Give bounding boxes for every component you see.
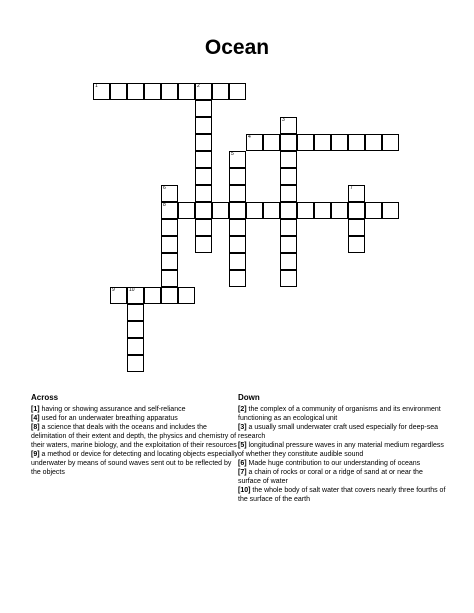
crossword-cell[interactable] bbox=[348, 236, 365, 253]
crossword-cell[interactable] bbox=[331, 202, 348, 219]
down-heading: Down bbox=[238, 393, 260, 402]
down-clues bbox=[238, 393, 446, 504]
crossword-cell[interactable] bbox=[110, 83, 127, 100]
across-clues bbox=[31, 393, 239, 477]
crossword-cell[interactable] bbox=[280, 270, 297, 287]
crossword-cell[interactable] bbox=[331, 134, 348, 151]
cell-number: 7 bbox=[350, 185, 353, 191]
clue-text: longitudinal pressure waves in any material medium regardless of whether they constitute audible sound bbox=[238, 442, 444, 458]
crossword-cell[interactable] bbox=[229, 151, 246, 168]
crossword-cell[interactable] bbox=[297, 202, 314, 219]
crossword-cell[interactable] bbox=[229, 270, 246, 287]
crossword-cell[interactable] bbox=[280, 219, 297, 236]
crossword-cell[interactable] bbox=[178, 202, 195, 219]
clue-down-5 bbox=[238, 441, 446, 459]
clue-number: [6] bbox=[238, 460, 247, 467]
puzzle-title: Ocean bbox=[204, 36, 270, 59]
clue-down-2 bbox=[238, 405, 446, 423]
crossword-cell[interactable] bbox=[178, 83, 195, 100]
crossword-cell[interactable] bbox=[110, 287, 127, 304]
clue-down-6 bbox=[238, 459, 446, 468]
clue-across-9 bbox=[31, 450, 239, 477]
clue-down-10 bbox=[238, 486, 446, 504]
crossword-cell[interactable] bbox=[229, 168, 246, 185]
crossword-cell[interactable] bbox=[229, 253, 246, 270]
crossword-cell[interactable] bbox=[229, 185, 246, 202]
crossword-cell[interactable] bbox=[280, 134, 297, 151]
clue-text: a science that deals with the oceans and includes the delimitation of their extent and depth, the physics and chemistry of their waters, marine biology, and the exploitation of their resources bbox=[31, 424, 237, 449]
crossword-cell[interactable] bbox=[365, 134, 382, 151]
crossword-cell[interactable] bbox=[195, 185, 212, 202]
crossword-cell[interactable] bbox=[229, 202, 246, 219]
crossword-cell[interactable] bbox=[246, 134, 263, 151]
clue-down-7 bbox=[238, 468, 446, 486]
cell-number: 1 bbox=[95, 83, 98, 89]
crossword-cell[interactable] bbox=[229, 236, 246, 253]
crossword-cell[interactable] bbox=[382, 202, 399, 219]
crossword-cell[interactable] bbox=[348, 134, 365, 151]
crossword-cell[interactable] bbox=[382, 134, 399, 151]
clue-down-3 bbox=[238, 423, 446, 441]
clue-number: [10] bbox=[238, 487, 251, 494]
crossword-cell[interactable] bbox=[348, 202, 365, 219]
crossword-cell[interactable] bbox=[161, 185, 178, 202]
crossword-cell[interactable] bbox=[161, 287, 178, 304]
clue-number: [9] bbox=[31, 451, 40, 458]
crossword-cell[interactable] bbox=[263, 202, 280, 219]
clue-text: the whole body of salt water that covers nearly three fourths of the surface of the earth bbox=[238, 487, 446, 503]
crossword-cell[interactable] bbox=[348, 219, 365, 236]
crossword-cell[interactable] bbox=[127, 304, 144, 321]
clue-text: a usually small underwater craft used especially for deep-sea research bbox=[238, 424, 439, 440]
crossword-cell[interactable] bbox=[246, 202, 263, 219]
crossword-cell[interactable] bbox=[195, 151, 212, 168]
crossword-cell[interactable] bbox=[280, 117, 297, 134]
crossword-cell[interactable] bbox=[195, 134, 212, 151]
crossword-cell[interactable] bbox=[280, 151, 297, 168]
cell-number: 8 bbox=[163, 202, 166, 208]
crossword-cell[interactable] bbox=[212, 83, 229, 100]
crossword-cell[interactable] bbox=[161, 253, 178, 270]
crossword-cell[interactable] bbox=[93, 83, 110, 100]
cell-number: 5 bbox=[231, 151, 234, 157]
crossword-cell[interactable] bbox=[195, 83, 212, 100]
crossword-cell[interactable] bbox=[229, 219, 246, 236]
cell-number: 6 bbox=[163, 185, 166, 191]
crossword-cell[interactable] bbox=[280, 236, 297, 253]
clue-across-8 bbox=[31, 423, 239, 450]
crossword-cell[interactable] bbox=[161, 236, 178, 253]
crossword-cell[interactable] bbox=[280, 202, 297, 219]
clue-text: Made huge contribution to our understanding of oceans bbox=[248, 460, 421, 467]
crossword-cell[interactable] bbox=[161, 202, 178, 219]
crossword-cell[interactable] bbox=[161, 219, 178, 236]
clue-number: [7] bbox=[238, 469, 247, 476]
crossword-cell[interactable] bbox=[127, 355, 144, 372]
crossword-cell[interactable] bbox=[280, 168, 297, 185]
clue-number: [2] bbox=[238, 406, 247, 413]
cell-number: 10 bbox=[129, 287, 135, 293]
clue-number: [8] bbox=[31, 424, 40, 431]
clue-number: [4] bbox=[31, 415, 40, 422]
crossword-cell[interactable] bbox=[314, 134, 331, 151]
clue-text: used for an underwater breathing apparatus bbox=[41, 415, 178, 422]
cell-number: 4 bbox=[248, 134, 251, 140]
crossword-cell[interactable] bbox=[195, 219, 212, 236]
crossword-cell[interactable] bbox=[195, 117, 212, 134]
crossword-cell[interactable] bbox=[161, 270, 178, 287]
across-heading: Across bbox=[31, 393, 59, 402]
clue-text: a chain of rocks or coral or a ridge of sand at or near the surface of water bbox=[238, 469, 423, 485]
cell-number: 9 bbox=[112, 287, 115, 293]
crossword-cell[interactable] bbox=[178, 287, 195, 304]
crossword-cell[interactable] bbox=[263, 134, 280, 151]
crossword-cell[interactable] bbox=[127, 287, 144, 304]
crossword-cell[interactable] bbox=[297, 134, 314, 151]
crossword-cell[interactable] bbox=[195, 168, 212, 185]
crossword-cell[interactable] bbox=[195, 100, 212, 117]
crossword-cell[interactable] bbox=[127, 83, 144, 100]
crossword-cell[interactable] bbox=[127, 338, 144, 355]
cell-number: 3 bbox=[282, 117, 285, 123]
clue-text: a method or device for detecting and locating objects especially underwater by means of sound waves sent out to be reflected by the objects bbox=[31, 451, 239, 476]
crossword-cell[interactable] bbox=[280, 185, 297, 202]
clue-text: the complex of a community of organisms and its environment functioning as an ecological unit bbox=[238, 406, 441, 422]
crossword-cell[interactable] bbox=[365, 202, 382, 219]
crossword-cell[interactable] bbox=[161, 83, 178, 100]
crossword-cell[interactable] bbox=[314, 202, 331, 219]
clue-across-1 bbox=[31, 405, 239, 414]
crossword-cell[interactable] bbox=[195, 202, 212, 219]
clue-number: [5] bbox=[238, 442, 247, 449]
clue-number: [3] bbox=[238, 424, 247, 431]
crossword-cell[interactable] bbox=[144, 287, 161, 304]
crossword-cell[interactable] bbox=[348, 185, 365, 202]
clue-number: [1] bbox=[31, 406, 40, 413]
clue-text: having or showing assurance and self-reliance bbox=[41, 406, 186, 413]
crossword-cell[interactable] bbox=[280, 253, 297, 270]
clue-across-4 bbox=[31, 414, 239, 423]
crossword-cell[interactable] bbox=[229, 83, 246, 100]
crossword-cell[interactable] bbox=[144, 83, 161, 100]
crossword-cell[interactable] bbox=[127, 321, 144, 338]
crossword-cell[interactable] bbox=[212, 202, 229, 219]
cell-number: 2 bbox=[197, 83, 200, 89]
crossword-cell[interactable] bbox=[195, 236, 212, 253]
